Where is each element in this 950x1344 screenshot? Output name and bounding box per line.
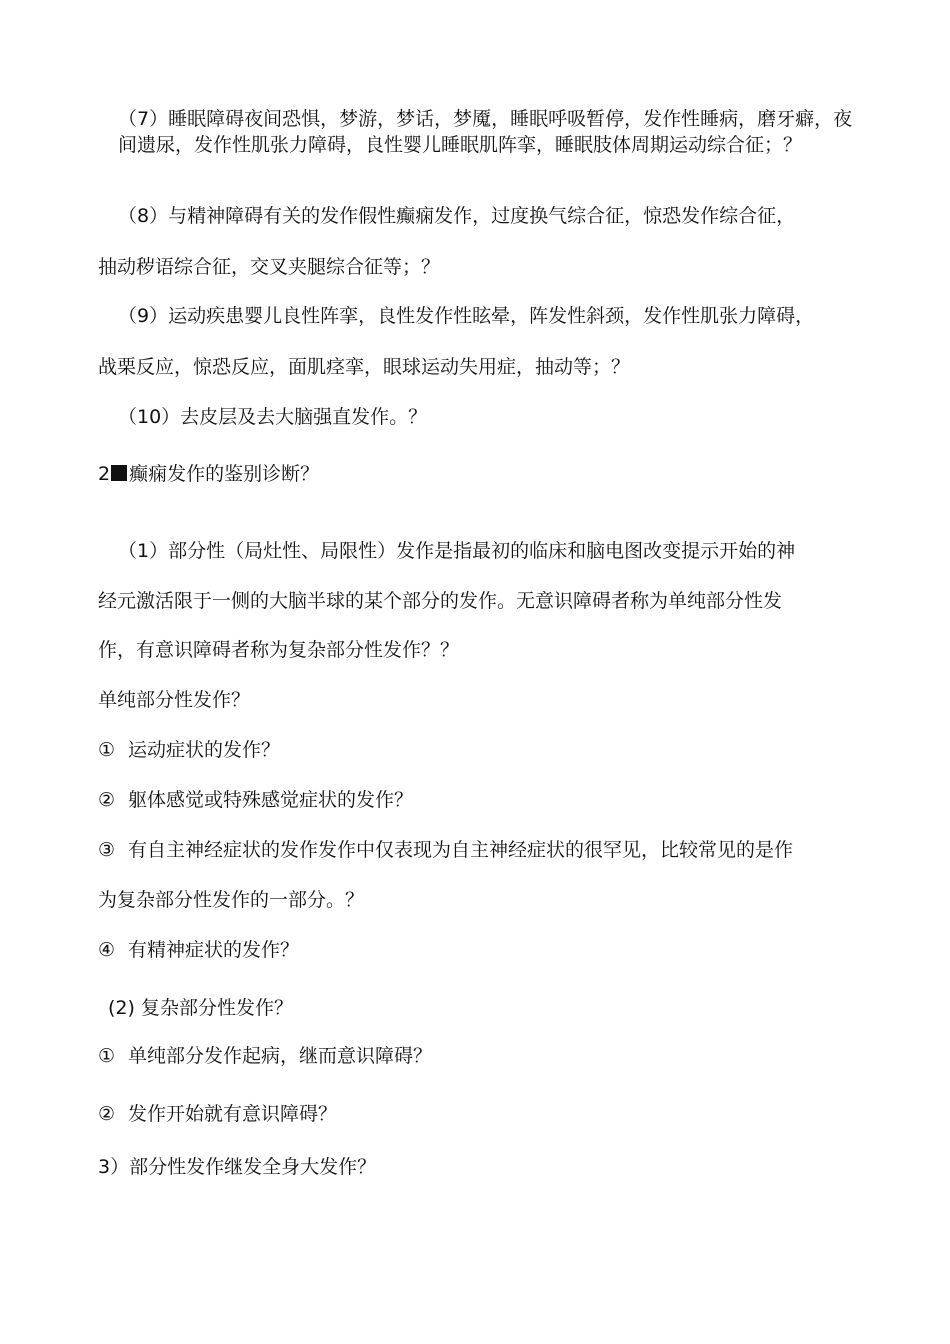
- list-marker: ③: [98, 839, 116, 861]
- complex-partial-heading: (2) 复杂部分性发作？: [108, 997, 293, 1019]
- list-item-continuation: 为复杂部分性发作的一部分。？: [98, 889, 365, 911]
- list-item: [98, 1101, 858, 1127]
- paragraph-7: （7）睡眠障碍夜间恐惧，梦游，梦话，梦魇，睡眠呼吸暂停，发作性睡病，磨牙癖，夜间遗尿，发作性肌张力障碍，良性婴儿睡眠肌阵挛，睡眠肢体周期运动综合征；？: [118, 108, 853, 156]
- list-item: [98, 837, 858, 863]
- list-marker: ②: [98, 1103, 116, 1125]
- list-item-text: 单纯部分发作起病，继而意识障碍？: [128, 1045, 433, 1067]
- paragraph-8-line-1: （8）与精神障碍有关的发作假性癫痫发作，过度换气综合征，惊恐发作综合征，: [118, 205, 796, 227]
- list-item-text: 躯体感觉或特殊感觉症状的发作？: [128, 789, 414, 811]
- section-2-title: 癫痫发作的鉴别诊断？: [129, 463, 320, 485]
- list-item: [98, 1043, 858, 1069]
- list-marker: ④: [98, 939, 116, 961]
- section-2-number: 2: [98, 463, 111, 485]
- list-marker: ②: [98, 789, 116, 811]
- part-1-line-3: 作，有意识障碍者称为复杂部分性发作？？: [98, 639, 460, 661]
- list-item-text: 运动症状的发作？: [128, 739, 281, 761]
- black-square-icon: [111, 465, 127, 481]
- part-1-line-1: （1）部分性（局灶性、局限性）发作是指最初的临床和脑电图改变提示开始的神: [118, 540, 796, 562]
- list-marker: ①: [98, 1045, 116, 1067]
- list-item-text: 发作开始就有意识障碍？: [128, 1103, 338, 1125]
- list-item: [98, 937, 858, 963]
- paragraph-9-line-1: （9）运动疾患婴儿良性阵挛，良性发作性眩晕，阵发性斜颈，发作性肌张力障碍，: [118, 305, 815, 327]
- part-3-heading: 3）部分性发作继发全身大发作？: [98, 1156, 377, 1178]
- list-item: [98, 737, 858, 763]
- paragraph-10: （10）去皮层及去大脑强直发作。？: [118, 406, 428, 428]
- list-item-text: 有精神症状的发作？: [128, 939, 300, 961]
- section-2-heading: [98, 461, 858, 487]
- paragraph-9-line-2: 战栗反应，惊恐反应，面肌痉挛，眼球运动失用症，抽动等；？: [98, 356, 631, 378]
- list-item: [98, 787, 858, 813]
- part-1-line-2: 经元激活限于一侧的大脑半球的某个部分的发作。无意识障碍者称为单纯部分性发: [98, 590, 783, 612]
- list-marker: ①: [98, 739, 116, 761]
- simple-partial-heading: 单纯部分性发作？: [98, 689, 251, 711]
- list-item-text: 有自主神经症状的发作发作中仅表现为自主神经症状的很罕见，比较常见的是作: [128, 839, 794, 861]
- paragraph-8-line-2: 抽动秽语综合征，交叉夹腿综合征等；？: [98, 256, 441, 278]
